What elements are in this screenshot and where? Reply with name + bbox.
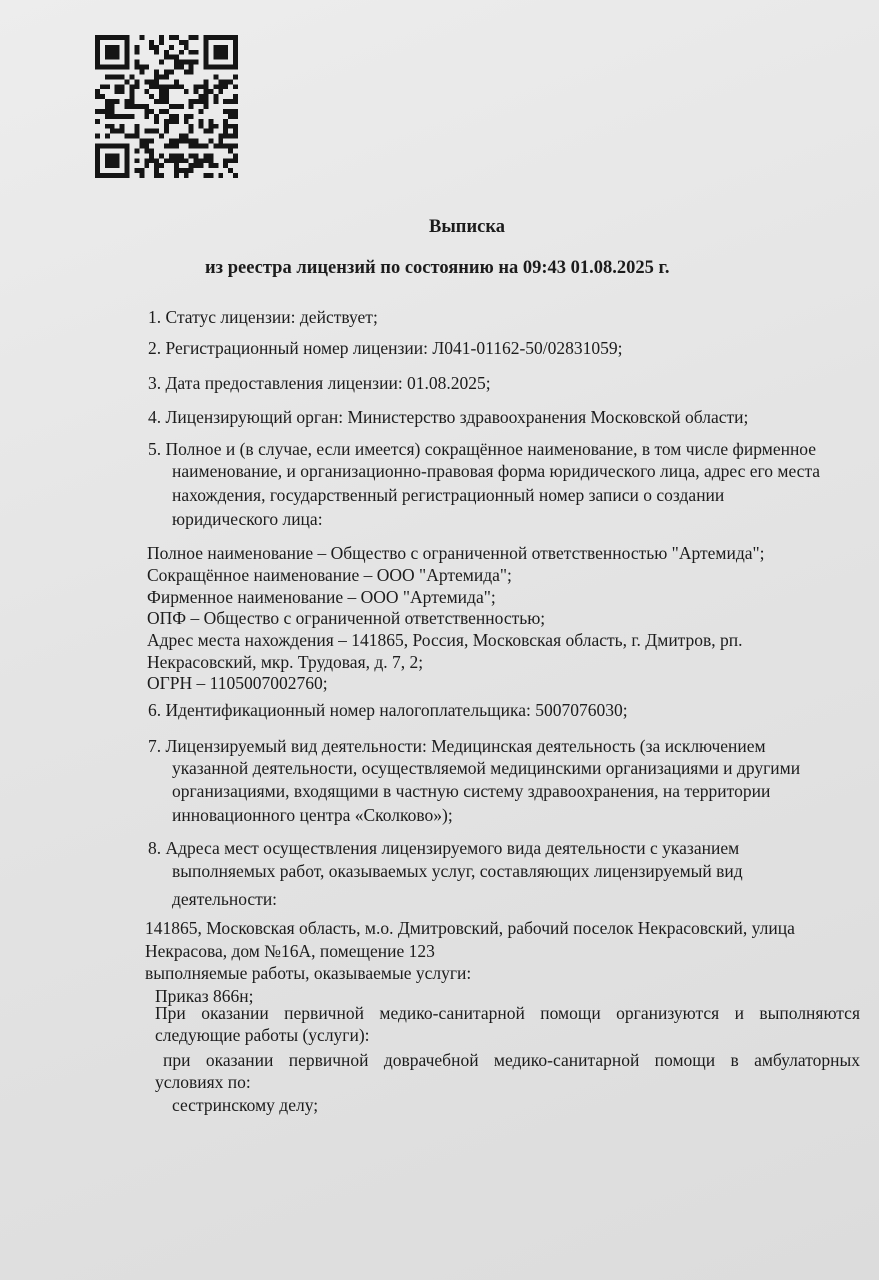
addresses-heading-line: 8. Адреса мест осуществления лицензируемого вида деятельности с указанием bbox=[148, 838, 740, 858]
activity-line: 7. Лицензируемый вид деятельности: Медицинская деятельность (за исключением bbox=[148, 736, 766, 756]
org-full-name: Полное наименование – Общество с ограниченной ответственностью "Артемида"; bbox=[147, 543, 765, 563]
org-legal-form: ОПФ – Общество с ограниченной ответственностью; bbox=[147, 608, 546, 628]
license-reg-number: 2. Регистрационный номер лицензии: Л041-01162-50/02831059; bbox=[148, 338, 623, 358]
name-heading-line: наименование, и организационно-правовая форма юридического лица, адрес его места bbox=[172, 461, 821, 481]
name-heading-line: нахождения, государственный регистрационный номер записи о создании bbox=[172, 485, 725, 505]
activity-line: указанной деятельности, осуществляемой медицинскими организациями и другими bbox=[172, 758, 801, 778]
services-text: условиях по: bbox=[155, 1072, 251, 1092]
license-status: 1. Статус лицензии: действует; bbox=[148, 307, 378, 327]
name-heading-line: 5. Полное и (в случае, если имеется) сокращённое наименование, в том числе фирменное bbox=[148, 439, 817, 459]
org-address: Некрасовский, мкр. Трудовая, д. 7, 2; bbox=[147, 652, 424, 672]
services-text: При оказании первичной медико-санитарной помощи организуются и выполняются bbox=[155, 1003, 860, 1023]
service-item: сестринскому делу; bbox=[172, 1095, 319, 1115]
license-date: 3. Дата предоставления лицензии: 01.08.2025; bbox=[148, 373, 491, 393]
org-inn: 6. Идентификационный номер налогоплательщика: 5007076030; bbox=[148, 700, 628, 720]
order-ref: Приказ 866н; bbox=[155, 986, 254, 1006]
org-address: Адрес места нахождения – 141865, Россия, Московская область, г. Дмитров, рп. bbox=[147, 630, 743, 650]
services-text: следующие работы (услуги): bbox=[155, 1025, 370, 1045]
activity-address: Некрасова, дом №16А, помещение 123 bbox=[145, 941, 435, 961]
org-short-name: Сокращённое наименование – ООО "Артемида"; bbox=[147, 565, 512, 585]
activity-address: 141865, Московская область, м.о. Дмитровский, рабочий поселок Некрасовский, улица bbox=[145, 918, 795, 938]
qr-code bbox=[95, 35, 238, 178]
services-label: выполняемые работы, оказываемые услуги: bbox=[145, 963, 472, 983]
name-heading-line: юридического лица: bbox=[172, 509, 323, 529]
org-brand-name: Фирменное наименование – ООО "Артемида"; bbox=[147, 587, 496, 607]
activity-line: организациями, входящими в частную систему здравоохранения, на территории bbox=[172, 781, 771, 801]
org-ogrn: ОГРН – 1105007002760; bbox=[147, 673, 328, 693]
document-title: Выписка bbox=[429, 217, 505, 237]
addresses-heading-line: деятельности: bbox=[172, 889, 278, 909]
addresses-heading-line: выполняемых работ, оказываемых услуг, составляющих лицензируемый вид bbox=[172, 861, 743, 881]
license-authority: 4. Лицензирующий орган: Министерство здравоохранения Московской области; bbox=[148, 407, 749, 427]
activity-line: инновационного центра «Сколково»); bbox=[172, 805, 453, 825]
services-text: при оказании первичной доврачебной медико-санитарной помощи в амбулаторных bbox=[163, 1050, 860, 1070]
document-subtitle: из реестра лицензий по состоянию на 09:43 01.08.2025 г. bbox=[205, 258, 670, 278]
